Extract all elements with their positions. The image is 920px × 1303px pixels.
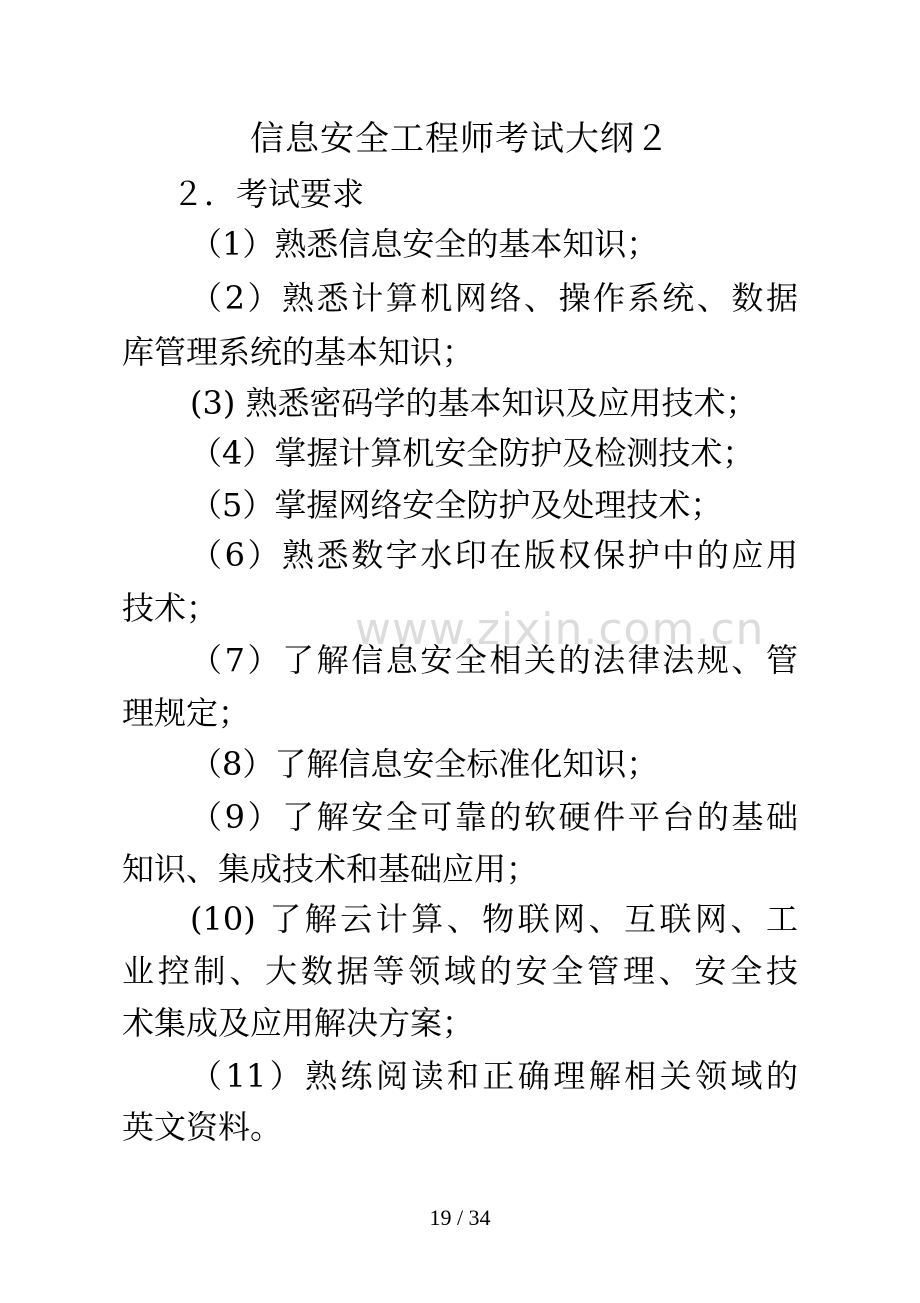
requirement-line: （1）熟悉信息安全的基本知识； bbox=[190, 225, 659, 263]
requirement-line: 库管理系统的基本知识； bbox=[122, 333, 475, 371]
requirement-line: 理规定； bbox=[122, 694, 251, 732]
requirement-line: （5）掌握网络安全防护及处理技术； bbox=[190, 486, 723, 524]
page-number: 19 / 34 bbox=[429, 1205, 491, 1230]
requirement-line: （7）了解信息安全相关的法律法规、管 bbox=[190, 641, 798, 679]
requirement-line: （6）熟悉数字水印在版权保护中的应用 bbox=[190, 536, 798, 574]
requirement-line: （8）了解信息安全标准化知识； bbox=[190, 745, 659, 783]
requirement-line: 英文资料。 bbox=[122, 1108, 283, 1146]
requirement-line: 知识、集成技术和基础应用； bbox=[122, 850, 539, 888]
requirement-line: (10) 了解云计算、物联网、互联网、工 bbox=[190, 900, 798, 938]
requirement-line: (3) 熟悉密码学的基本知识及应用技术； bbox=[190, 384, 758, 422]
requirement-line: （11）熟练阅读和正确理解相关领域的 bbox=[190, 1057, 798, 1095]
requirement-line: 术集成及应用解决方案； bbox=[122, 1004, 475, 1042]
section-heading: ２．考试要求 bbox=[172, 175, 365, 213]
requirement-line: 技术； bbox=[122, 589, 219, 627]
watermark: www.zixin.com.cn bbox=[355, 604, 765, 655]
requirement-line: （4）掌握计算机安全防护及检测技术； bbox=[190, 434, 755, 472]
requirement-line: 业控制、大数据等领域的安全管理、安全技 bbox=[122, 952, 798, 990]
requirement-line: （9）了解安全可靠的软硬件平台的基础 bbox=[190, 798, 798, 836]
document-title: 信息安全工程师考试大纲２ bbox=[250, 119, 670, 159]
requirement-line: （2）熟悉计算机网络、操作系统、数据 bbox=[190, 279, 798, 317]
